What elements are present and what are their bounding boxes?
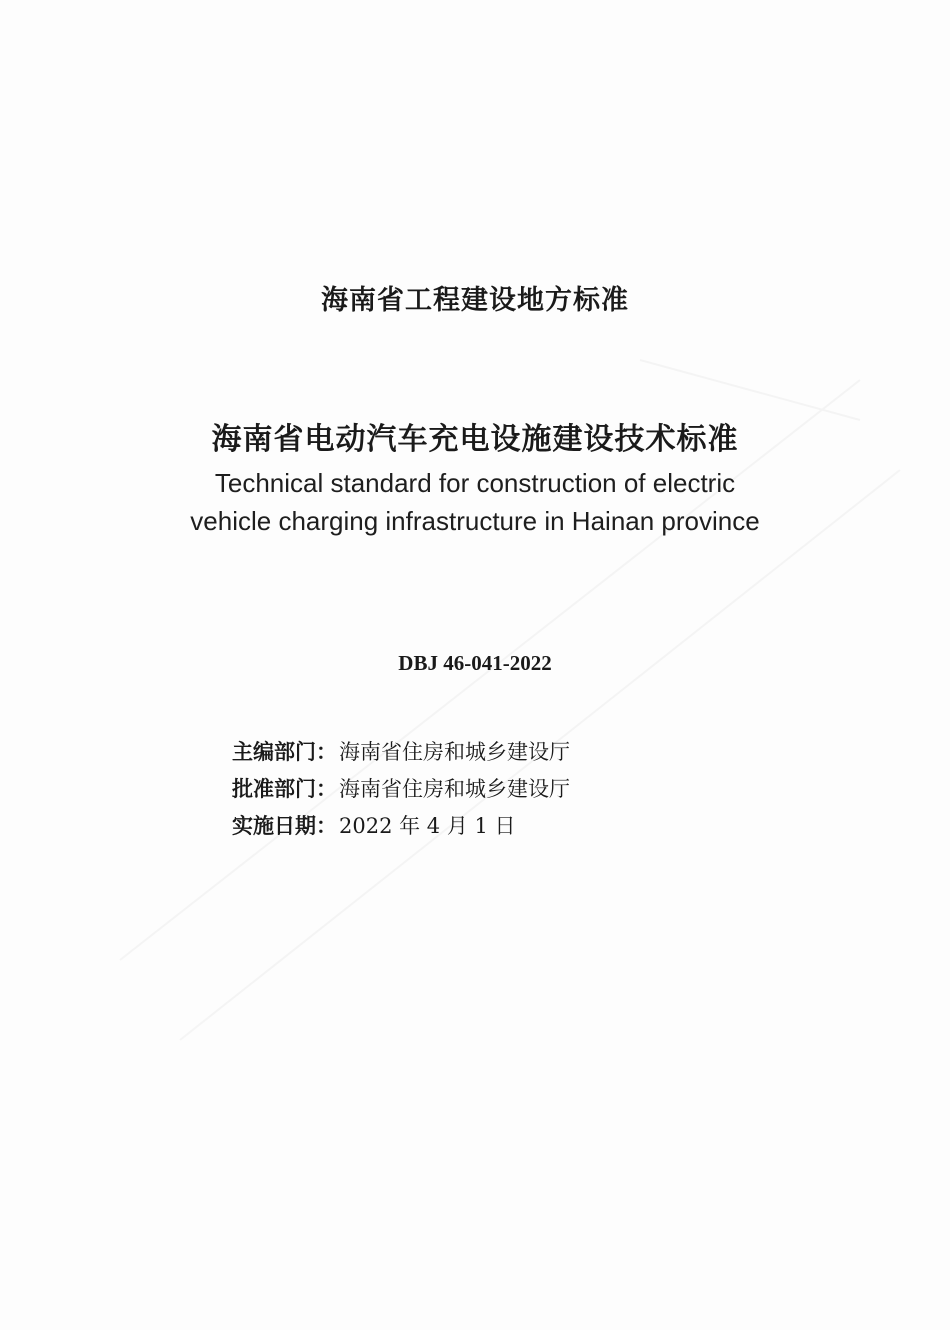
document-title-en-line1: Technical standard for construction of electric (214, 468, 736, 498)
document-title-cn: 海南省电动汽车充电设施建设技术标准 (211, 422, 739, 457)
info-value: 海南省住房和城乡建设厅 (339, 777, 570, 801)
info-label: 批准部门 (232, 777, 316, 801)
info-colon: ： (316, 777, 337, 801)
info-value: 海南省住房和城乡建设厅 (339, 740, 570, 764)
info-colon: ： (316, 814, 337, 838)
document-title-en-line2: vehicle charging infrastructure in Hainan province (190, 506, 760, 536)
series-title: 海南省工程建设地方标准 (321, 285, 629, 316)
info-row-editor-department (232, 736, 570, 766)
info-value: 2022 年 4 月 1 日 (339, 814, 516, 838)
info-label: 实施日期 (232, 814, 316, 838)
standard-code: DBJ 46-041-2022 (398, 651, 552, 675)
info-row-effective-date (232, 810, 516, 840)
info-row-approval-department (232, 773, 570, 803)
info-label: 主编部门 (232, 740, 316, 764)
info-colon: ： (316, 740, 337, 764)
